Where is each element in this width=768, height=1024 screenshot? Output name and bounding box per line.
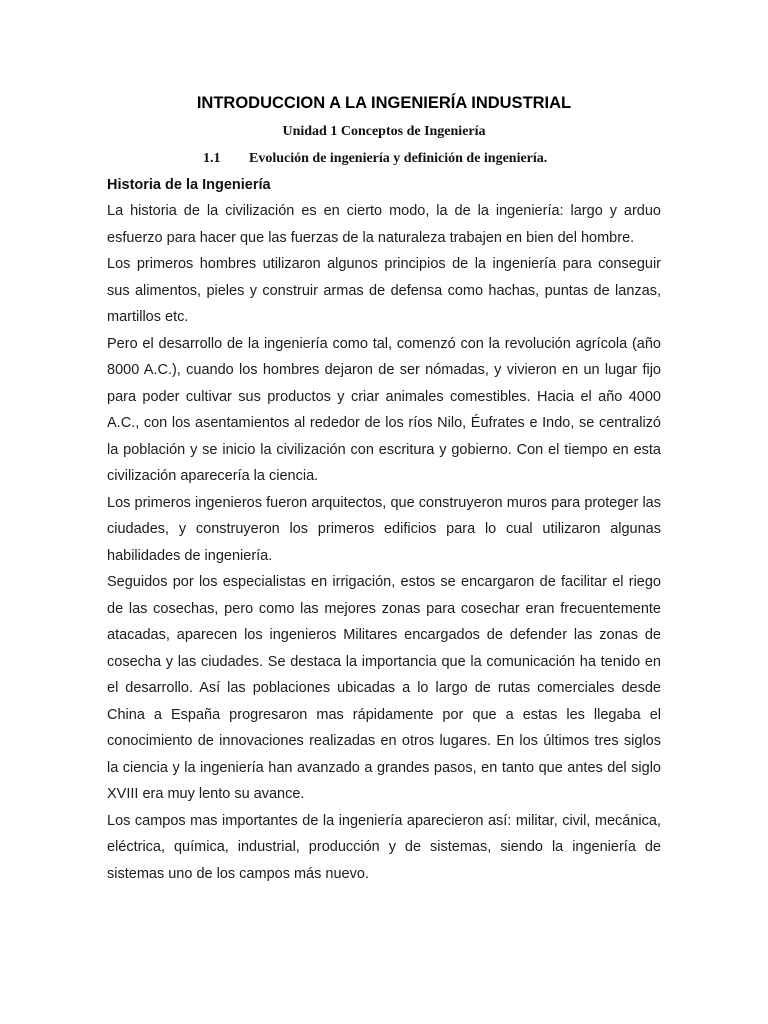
subsection-heading xyxy=(107,145,661,172)
paragraph-5: Seguidos por los especialistas en irrigación, estos se encargaron de facilitar el riego de las cosechas, pero como las mejores zonas para cosechar eran frecuentemente atacadas, aparecen los ingenieros Militares encargados de defender las zonas de cosecha y las ciudades. Se destaca la importancia que la comunicación ha tenido en el desarrollo. Así las poblaciones ubicadas a lo largo de rutas comerciales desde China a España progresaron mas rápidamente por que a estas les llegaba el conocimiento de innovaciones realizadas en otros lugares. En los últimos tres siglos la ciencia y la ingeniería han avanzado a grandes pasos, en tanto que antes del siglo XVIII era muy lento su avance. xyxy=(107,574,661,802)
subsection-title: Evolución de ingeniería y definición de ingeniería. xyxy=(249,151,548,166)
paragraph-6: Los campos mas importantes de la ingeniería aparecieron así: militar, civil, mecánica, eléctrica, química, industrial, producción y de sistemas, siendo la ingeniería de sistemas uno de los campos más nuevo. xyxy=(107,812,661,882)
document-title: INTRODUCCION A LA INGENIERÍA INDUSTRIAL xyxy=(196,94,572,112)
document-page xyxy=(107,88,661,887)
paragraph-1: La historia de la civilización es en cierto modo, la de la ingeniería: largo y arduo esfuerzo para hacer que las fuerzas de la naturaleza trabajen en bien del hombre. xyxy=(107,203,661,246)
paragraph-4: Los primeros ingenieros fueron arquitectos, que construyeron muros para proteger las ciudades, y construyeron los primeros edificios para lo cual utilizaron algunas habilidades de ingeniería. xyxy=(107,494,661,564)
unit-title: Unidad 1 Conceptos de Ingeniería xyxy=(282,124,486,139)
paragraph-2: Los primeros hombres utilizaron algunos principios de la ingeniería para conseguir sus alimentos, pieles y construir armas de defensa como hachas, puntas de lanzas, martillos etc. xyxy=(107,256,661,325)
paragraph-3: Pero el desarrollo de la ingeniería como tal, comenzó con la revolución agrícola (año 8000 A.C.), cuando los hombres dejaron de ser nómadas, y vivieron en un lugar fijo para poder cultivar sus productos y criar animales comestibles. Hacia el año 4000 A.C., con los asentamientos al rededor de los ríos Nilo, Éufrates e Indo, se centralizó la población y se inicio la civilización con escritura y gobierno. Con el tiempo en esta civilización aparecería la ciencia. xyxy=(107,335,661,484)
subsection-number: 1.1 xyxy=(203,151,221,166)
section-heading: Historia de la Ingeniería xyxy=(107,177,271,193)
